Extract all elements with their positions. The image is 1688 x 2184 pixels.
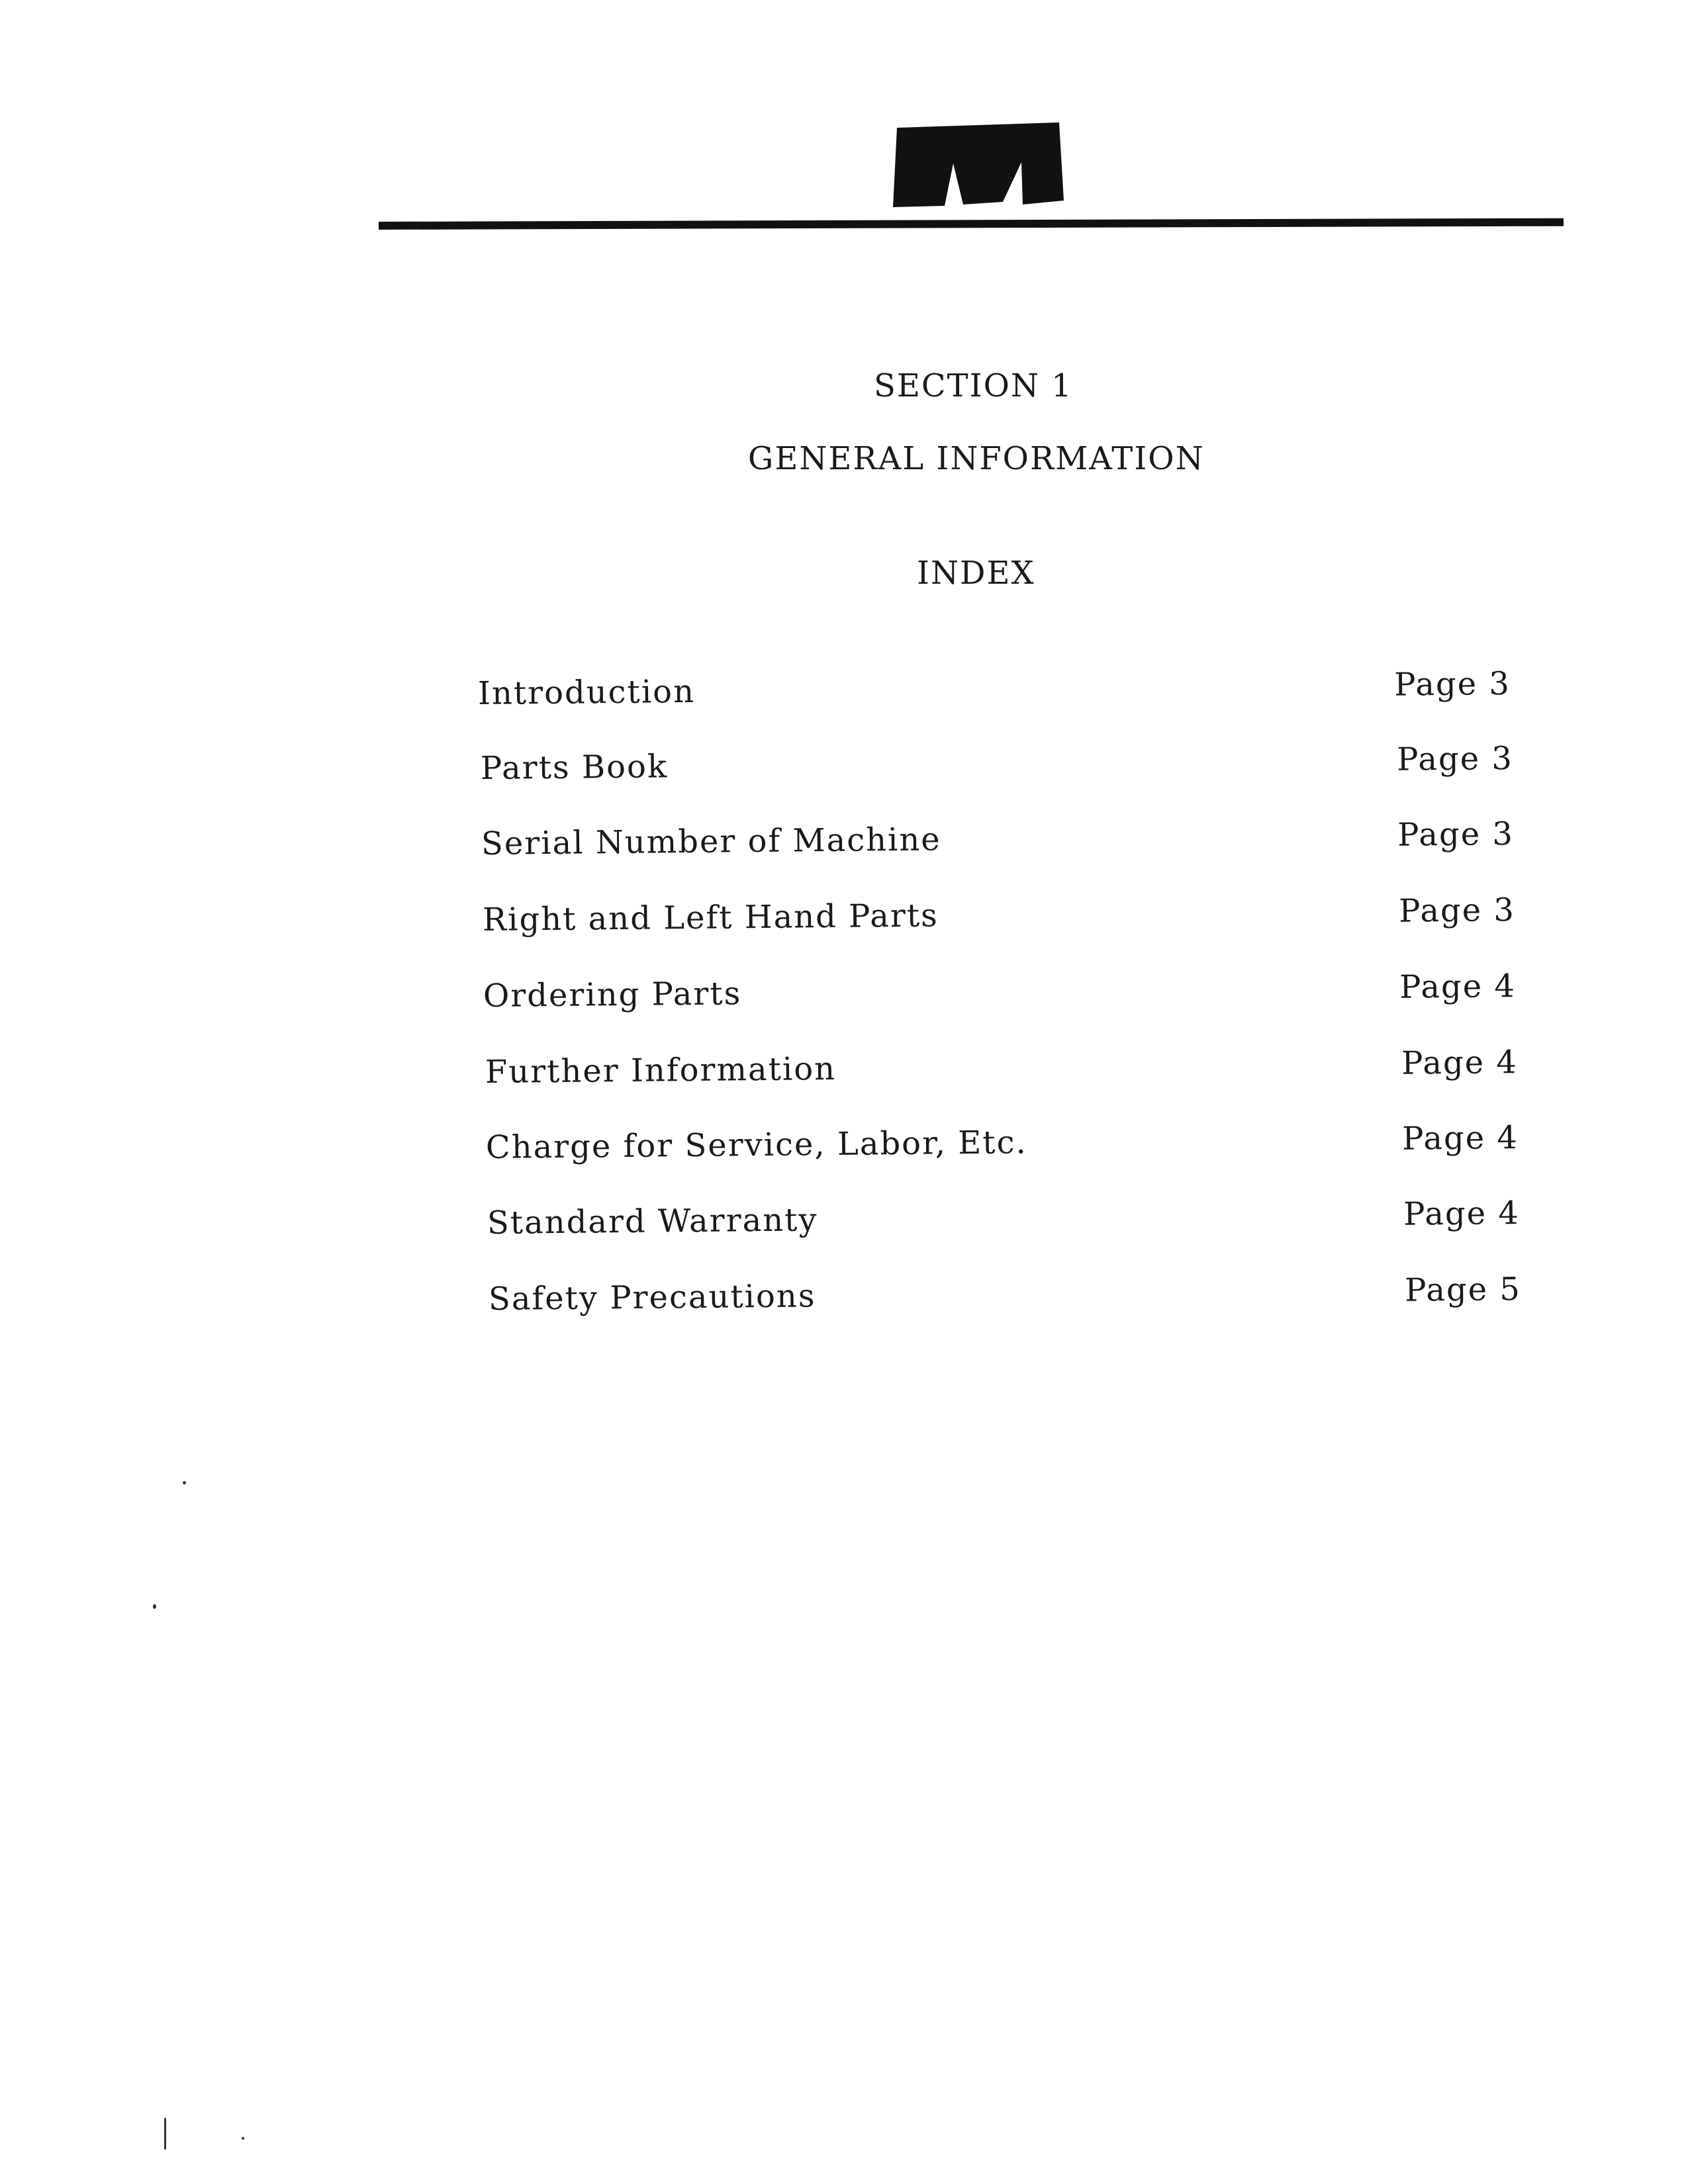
index-entry-page: Page 4	[1401, 1044, 1519, 1082]
index-entry-page: Page 4	[1401, 1119, 1519, 1158]
index-entry-label: Further Information	[485, 1050, 837, 1091]
index-entry-label: Safety Precautions	[488, 1277, 816, 1318]
index-entry-page: Page 3	[1398, 891, 1516, 930]
index-entry-charge-for-service	[486, 1119, 1519, 1169]
index-entry-right-left-parts	[483, 891, 1516, 941]
scan-speck	[164, 2118, 166, 2150]
index-heading: INDEX	[917, 555, 1035, 592]
m-logo-icon	[890, 122, 1066, 208]
index-entry-introduction	[478, 665, 1511, 715]
index-entry-label: Charge for Service, Labor, Etc.	[485, 1124, 1027, 1166]
scan-speck	[242, 2137, 244, 2140]
index-entry-label: Right and Left Hand Parts	[482, 897, 939, 938]
section-heading: SECTION 1	[874, 367, 1073, 404]
index-entry-safety-precautions	[489, 1271, 1522, 1320]
index-entry-label: Ordering Parts	[483, 975, 742, 1015]
index-entry-label: Introduction	[477, 672, 696, 712]
index-entry-page: Page 3	[1396, 740, 1514, 778]
index-entry-parts-book	[481, 740, 1514, 790]
scan-speck	[153, 1604, 156, 1609]
index-entry-page: Page 4	[1399, 968, 1517, 1006]
index-entry-page: Page 3	[1393, 665, 1511, 704]
header-rule	[379, 218, 1564, 230]
index-entry-serial-number	[481, 815, 1515, 865]
index-entry-further-information	[485, 1044, 1519, 1093]
index-entry-ordering-parts	[483, 968, 1517, 1017]
index-entry-label: Parts Book	[480, 748, 669, 787]
scan-speck	[183, 1481, 186, 1484]
index-entry-page: Page 5	[1404, 1271, 1522, 1309]
index-entry-label: Serial Number of Machine	[481, 821, 941, 862]
index-entry-label: Standard Warranty	[487, 1201, 818, 1242]
page-title: GENERAL INFORMATION	[748, 440, 1205, 477]
index-entry-page: Page 4	[1403, 1195, 1521, 1233]
index-entry-page: Page 3	[1397, 815, 1515, 854]
index-entry-standard-warranty	[487, 1195, 1521, 1244]
